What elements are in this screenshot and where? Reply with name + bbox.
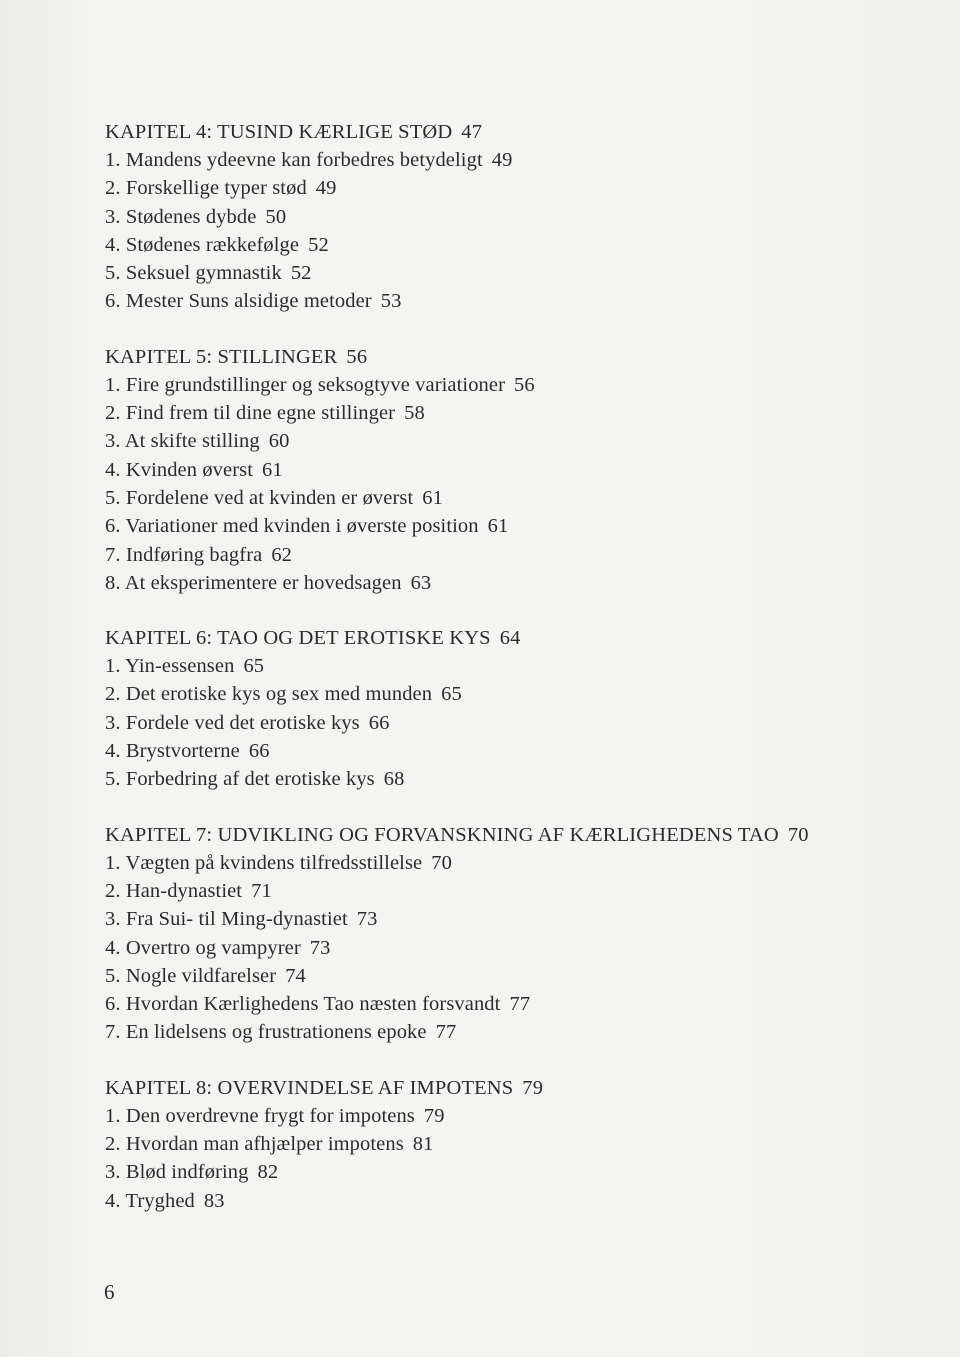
section-title: En lidelsens og frustrationens epoke [125, 1021, 427, 1044]
list-item [105, 371, 825, 399]
section-title: Indføring bagfra [125, 543, 263, 566]
section-title: Find frem til dine egne stillinger [125, 402, 396, 425]
section-page-number: 52 [308, 233, 329, 256]
chapter-page-number: 47 [461, 121, 483, 143]
section-title: Blød indføring [125, 1161, 249, 1184]
list-item [105, 541, 825, 569]
section-title: Fra Sui- til Ming-dynastiet [125, 908, 348, 931]
section-number: 1. [105, 149, 121, 171]
list-item [105, 174, 825, 202]
section-title: Overtro og vampyrer [125, 936, 301, 959]
chapter-heading [105, 343, 825, 371]
list-item [105, 765, 825, 793]
section-number: 4. [105, 936, 121, 959]
section-number: 6. [105, 515, 121, 538]
list-item [105, 1158, 825, 1186]
section-page-number: 82 [257, 1161, 279, 1184]
section-list [105, 371, 825, 597]
list-item [105, 990, 825, 1018]
section-page-number: 52 [290, 262, 312, 285]
section-page-number: 77 [435, 1021, 457, 1044]
section-number: 6. [105, 993, 121, 1016]
section-title: Hvordan man afhjælper impotens [125, 1133, 404, 1156]
list-item [105, 1130, 825, 1158]
list-item [105, 427, 825, 455]
section-number: 5. [105, 768, 121, 791]
section-number: 3. [105, 908, 121, 931]
section-number: 4. [105, 740, 121, 763]
section-title: Fordelene ved at kvinden er øverst [125, 486, 414, 509]
section-page-number: 61 [422, 486, 443, 509]
section-number: 1. [105, 1104, 121, 1127]
list-item [105, 709, 825, 737]
section-page-number: 65 [441, 683, 462, 706]
section-title: Kvinden øverst [125, 458, 254, 481]
list-item [105, 287, 825, 315]
list-item [105, 934, 825, 962]
section-title: Stødenes rækkefølge [125, 233, 300, 256]
table-of-contents [105, 118, 825, 1242]
section-title: Nogle vildfarelser [125, 964, 277, 987]
list-item [105, 680, 825, 708]
section-title: Tryghed [125, 1189, 195, 1212]
chapter-section [105, 624, 825, 793]
section-title: Mandens ydeevne kan forbedres betydeligt [125, 149, 483, 171]
list-item [105, 1187, 825, 1215]
section-number: 1. [105, 655, 121, 678]
section-page-number: 79 [423, 1104, 445, 1127]
chapter-heading [105, 118, 825, 146]
section-page-number: 49 [315, 177, 337, 200]
chapter-section [105, 1074, 825, 1215]
section-title: Fire grundstillinger og seksogtyve variationer [125, 373, 506, 396]
section-title: Forbedring af det erotiske kys [125, 768, 375, 791]
section-page-number: 50 [265, 205, 287, 228]
chapter-title: KAPITEL 5: STILLINGER [105, 345, 338, 368]
list-item [105, 512, 825, 540]
chapter-heading [105, 624, 825, 652]
list-item [105, 399, 825, 427]
chapter-title: KAPITEL 7: UDVIKLING OG FORVANSKNING AF KÆRLIGHEDENS TAO [105, 823, 779, 846]
section-number: 5. [105, 262, 121, 285]
section-number: 2. [105, 1133, 121, 1156]
section-page-number: 73 [356, 908, 378, 931]
list-item [105, 849, 825, 877]
section-number: 7. [105, 1021, 121, 1044]
section-number: 7. [105, 543, 121, 566]
section-list [105, 652, 825, 793]
list-item [105, 484, 825, 512]
chapter-page-number: 79 [522, 1076, 544, 1099]
chapter-title: KAPITEL 6: TAO OG DET EROTISKE KYS [105, 627, 491, 650]
section-page-number: 83 [203, 1189, 225, 1212]
section-number: 5. [105, 486, 121, 509]
section-number: 4. [105, 458, 121, 481]
section-number: 2. [105, 177, 121, 200]
section-list [105, 849, 825, 1047]
section-title: Hvordan Kærlighedens Tao næsten forsvandt [125, 993, 501, 1016]
section-number: 4. [105, 233, 121, 256]
list-item [105, 962, 825, 990]
section-list [105, 146, 825, 316]
chapter-section [105, 821, 825, 1047]
section-number: 3. [105, 430, 121, 453]
section-title: Seksuel gymnastik [125, 262, 282, 285]
section-page-number: 77 [509, 993, 531, 1016]
section-title: Yin-essensen [125, 655, 235, 678]
section-title: At eksperimentere er hovedsagen [124, 571, 402, 594]
list-item [105, 203, 825, 231]
section-title: Brystvorterne [125, 740, 240, 763]
section-number: 2. [105, 683, 121, 706]
section-title: Forskellige typer stød [125, 177, 307, 200]
chapter-section [105, 118, 825, 316]
section-page-number: 53 [380, 290, 402, 313]
chapter-heading [105, 821, 825, 849]
section-page-number: 58 [404, 402, 425, 425]
section-number: 2. [105, 879, 121, 902]
list-item [105, 1102, 825, 1130]
section-number: 4. [105, 1189, 121, 1212]
section-page-number: 81 [412, 1133, 434, 1156]
section-page-number: 73 [309, 936, 331, 959]
section-page-number: 62 [271, 543, 293, 566]
chapter-heading [105, 1074, 825, 1102]
section-page-number: 63 [410, 571, 432, 594]
section-page-number: 71 [251, 879, 272, 902]
section-title: Mester Suns alsidige metoder [125, 290, 372, 313]
list-item [105, 259, 825, 287]
section-title: Han-dynastiet [125, 879, 243, 902]
section-page-number: 66 [248, 740, 270, 763]
section-page-number: 74 [285, 964, 306, 987]
list-item [105, 456, 825, 484]
section-number: 3. [105, 711, 121, 734]
section-title: Variationer med kvinden i øverste position [125, 515, 479, 538]
page-number: 6 [104, 1280, 115, 1304]
section-number: 8. [105, 571, 121, 594]
section-title: Den overdrevne frygt for impotens [125, 1104, 415, 1127]
section-number: 3. [105, 1161, 121, 1184]
chapter-page-number: 70 [787, 823, 809, 846]
section-page-number: 56 [514, 373, 535, 396]
section-title: Det erotiske kys og sex med munden [125, 683, 433, 706]
list-item [105, 1018, 825, 1046]
section-number: 2. [105, 402, 121, 425]
section-title: Fordele ved det erotiske kys [125, 711, 360, 734]
list-item [105, 737, 825, 765]
section-list [105, 1102, 825, 1215]
chapter-page-number: 64 [499, 627, 521, 650]
chapter-title: KAPITEL 8: OVERVINDELSE AF IMPOTENS [105, 1076, 514, 1099]
section-page-number: 70 [431, 851, 452, 874]
chapter-page-number: 56 [346, 345, 368, 368]
section-number: 3. [105, 205, 121, 228]
section-number: 6. [105, 290, 121, 313]
list-item [105, 905, 825, 933]
section-page-number: 61 [262, 458, 283, 481]
section-page-number: 60 [268, 430, 290, 453]
list-item [105, 652, 825, 680]
section-title: At skifte stilling [124, 430, 260, 453]
section-page-number: 49 [491, 149, 513, 171]
list-item [105, 877, 825, 905]
section-page-number: 68 [383, 768, 405, 791]
section-page-number: 65 [243, 655, 265, 678]
list-item [105, 146, 825, 174]
list-item [105, 231, 825, 259]
section-title: Vægten på kvindens tilfredsstillelse [125, 851, 423, 874]
section-number: 5. [105, 964, 121, 987]
section-page-number: 66 [368, 711, 390, 734]
section-number: 1. [105, 851, 121, 874]
section-page-number: 61 [487, 515, 509, 538]
chapter-title: KAPITEL 4: TUSIND KÆRLIGE STØD [105, 121, 453, 143]
chapter-section [105, 343, 825, 597]
section-title: Stødenes dybde [125, 205, 257, 228]
list-item [105, 569, 825, 597]
section-number: 1. [105, 373, 121, 396]
